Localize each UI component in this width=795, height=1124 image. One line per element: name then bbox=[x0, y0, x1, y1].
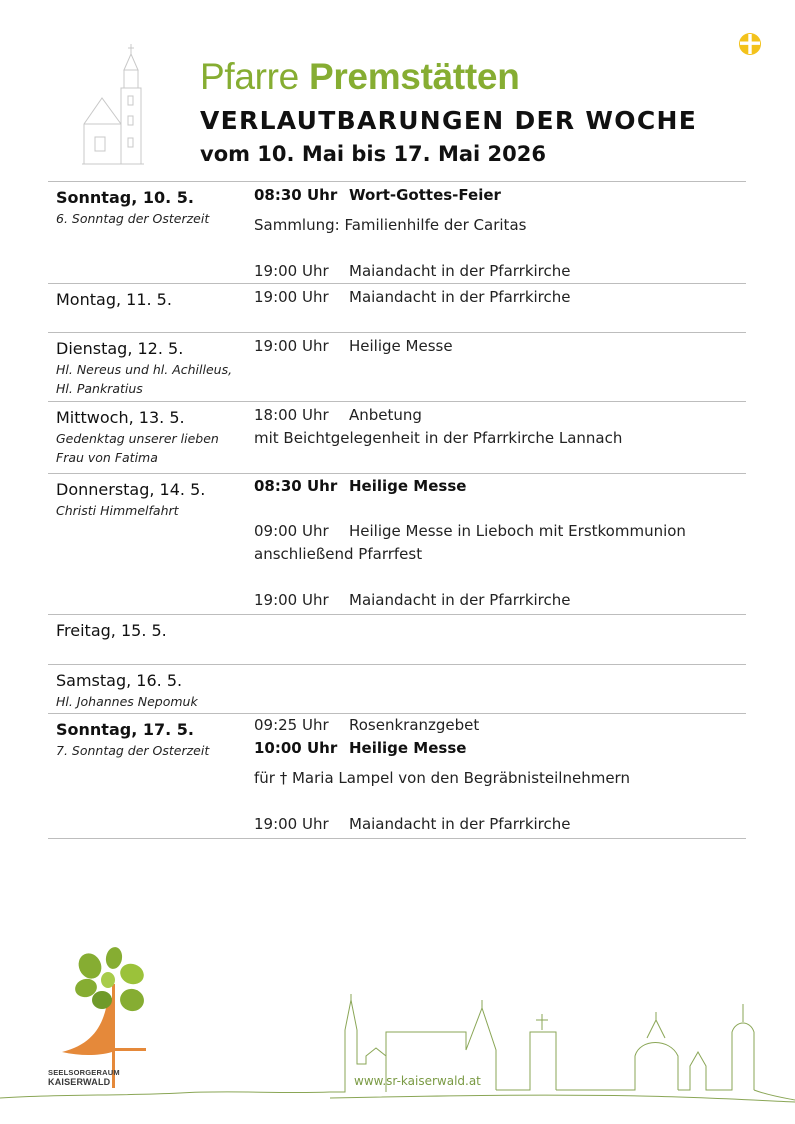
event-note bbox=[254, 545, 422, 563]
event-line bbox=[254, 739, 466, 757]
event-text: Maiandacht in der Pfarrkirche bbox=[349, 591, 571, 609]
event-note bbox=[254, 769, 630, 787]
event-text: Wort-Gottes-Feier bbox=[349, 186, 501, 204]
event-text: Heilige Messe bbox=[349, 337, 453, 355]
day-subtitle-line: Hl. Nereus und hl. Achilleus, bbox=[56, 362, 233, 377]
event-line bbox=[254, 406, 422, 424]
event-text: Sammlung: Familienhilfe der Caritas bbox=[254, 216, 527, 234]
event-time: 19:00 Uhr bbox=[254, 262, 329, 280]
day-cell bbox=[56, 182, 256, 228]
event-text: für † Maria Lampel von den Begräbnisteilnehmern bbox=[254, 769, 630, 787]
schedule-table bbox=[48, 181, 746, 839]
event-line bbox=[254, 815, 571, 833]
schedule-row-sunday-17 bbox=[48, 714, 746, 839]
day-cell bbox=[56, 402, 256, 467]
event-text: mit Beichtgelegenheit in der Pfarrkirche Lannach bbox=[254, 429, 623, 447]
day-label: Montag, 11. 5. bbox=[56, 290, 172, 309]
event-time: 10:00 Uhr bbox=[254, 739, 338, 757]
event-time: 19:00 Uhr bbox=[254, 591, 329, 609]
event-line bbox=[254, 477, 466, 495]
event-line bbox=[254, 337, 453, 355]
day-label: Freitag, 15. 5. bbox=[56, 621, 167, 640]
schedule-row-thursday bbox=[48, 474, 746, 615]
town-skyline-icon bbox=[0, 990, 795, 1110]
day-subtitle-line: Gedenktag unserer lieben bbox=[56, 431, 219, 446]
day-label: Dienstag, 12. 5. bbox=[56, 339, 184, 358]
event-text: Maiandacht in der Pfarrkirche bbox=[349, 262, 571, 280]
event-text: Maiandacht in der Pfarrkirche bbox=[349, 288, 571, 306]
event-time: 09:00 Uhr bbox=[254, 522, 329, 540]
logo-text-line1: SEELSORGERAUM bbox=[48, 1068, 120, 1077]
day-label: Sonntag, 17. 5. bbox=[56, 720, 194, 739]
parish-title bbox=[200, 56, 520, 98]
day-label: Mittwoch, 13. 5. bbox=[56, 408, 185, 427]
date-range: vom 10. Mai bis 17. Mai 2026 bbox=[200, 142, 546, 166]
day-subtitle-line: Hl. Pankratius bbox=[56, 381, 143, 396]
day-label: Sonntag, 10. 5. bbox=[56, 188, 194, 207]
logo-text-line2: KAISERWALD bbox=[48, 1077, 111, 1087]
day-subtitle: Christi Himmelfahrt bbox=[56, 503, 179, 518]
event-time: 08:30 Uhr bbox=[254, 186, 338, 204]
event-text: Maiandacht in der Pfarrkirche bbox=[349, 815, 571, 833]
event-text: Anbetung bbox=[349, 406, 422, 424]
event-line bbox=[254, 716, 479, 734]
day-label: Samstag, 16. 5. bbox=[56, 671, 183, 690]
event-line bbox=[254, 262, 571, 280]
schedule-row-sunday-10 bbox=[48, 182, 746, 284]
event-note bbox=[254, 216, 526, 234]
event-time: 19:00 Uhr bbox=[254, 815, 329, 833]
schedule-row-monday bbox=[48, 284, 746, 333]
event-time: 19:00 Uhr bbox=[254, 337, 329, 355]
day-cell bbox=[56, 665, 256, 711]
day-cell bbox=[56, 714, 256, 760]
event-line bbox=[254, 288, 571, 306]
event-line bbox=[254, 522, 686, 540]
parish-prefix: Pfarre bbox=[200, 56, 299, 97]
event-text: Heilige Messe bbox=[349, 739, 467, 757]
schedule-row-wednesday bbox=[48, 402, 746, 474]
church-sketch-icon bbox=[80, 42, 146, 166]
day-cell bbox=[56, 615, 256, 642]
day-cell bbox=[56, 284, 256, 311]
event-note bbox=[254, 429, 622, 447]
event-text: Heilige Messe bbox=[349, 477, 467, 495]
page-heading: VERLAUTBARUNGEN DER WOCHE bbox=[200, 106, 698, 135]
event-time: 18:00 Uhr bbox=[254, 406, 329, 424]
day-cell bbox=[56, 333, 256, 398]
schedule-row-saturday bbox=[48, 665, 746, 714]
day-label: Donnerstag, 14. 5. bbox=[56, 480, 206, 499]
event-time: 19:00 Uhr bbox=[254, 288, 329, 306]
day-subtitle: 6. Sonntag der Osterzeit bbox=[56, 211, 210, 226]
day-subtitle: Hl. Johannes Nepomuk bbox=[56, 694, 198, 709]
day-cell bbox=[56, 474, 256, 520]
day-subtitle-line: Frau von Fatima bbox=[56, 450, 158, 465]
schedule-row-friday bbox=[48, 615, 746, 665]
event-time: 08:30 Uhr bbox=[254, 477, 338, 495]
parish-name: Premstätten bbox=[308, 56, 520, 97]
website-link[interactable]: www.sr-kaiserwald.at bbox=[354, 1074, 481, 1088]
event-text: Heilige Messe in Lieboch mit Erstkommunion bbox=[349, 522, 686, 540]
day-subtitle: 7. Sonntag der Osterzeit bbox=[56, 743, 210, 758]
event-line bbox=[254, 186, 501, 204]
event-text: Rosenkranzgebet bbox=[349, 716, 480, 734]
schedule-row-tuesday bbox=[48, 333, 746, 402]
corner-cross-logo-icon bbox=[738, 32, 762, 56]
event-text: anschließend Pfarrfest bbox=[254, 545, 423, 563]
event-line bbox=[254, 591, 571, 609]
event-time: 09:25 Uhr bbox=[254, 716, 329, 734]
